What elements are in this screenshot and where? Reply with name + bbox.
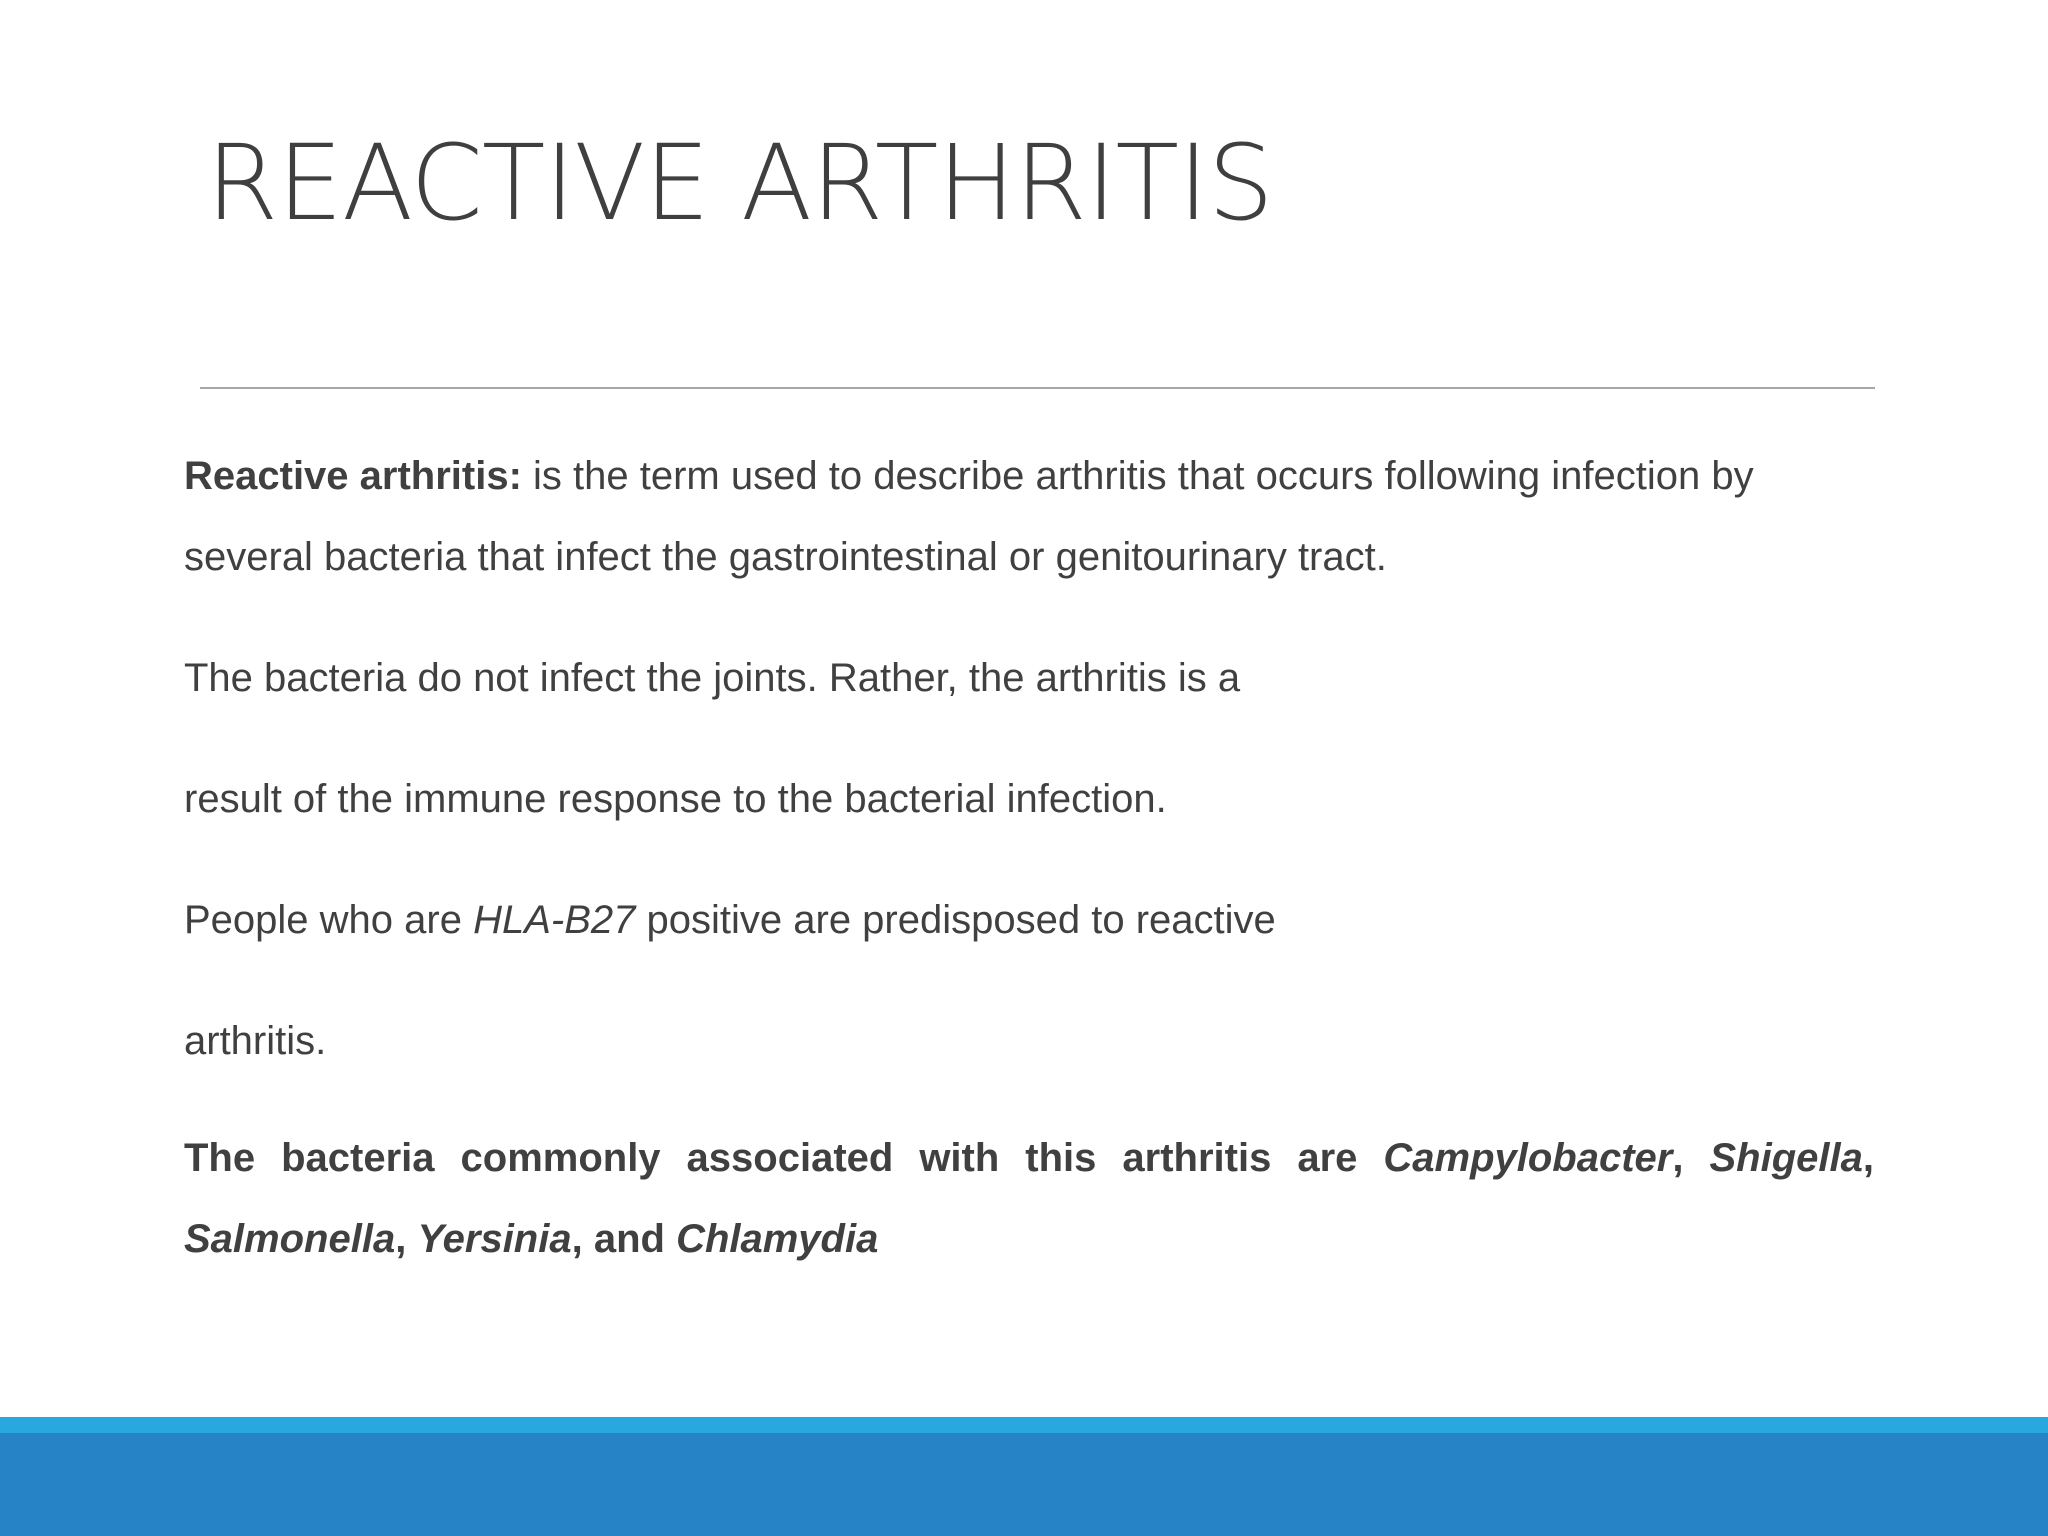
slide-title: REACTIVE ARTHRITIS: [206, 122, 1273, 244]
bacteria-yersinia: Yersinia: [417, 1217, 572, 1261]
footer-bar: [0, 1433, 2048, 1536]
bacteria-paragraph: [184, 1118, 1874, 1280]
bacteria-chlamydia: Chlamydia: [676, 1217, 879, 1261]
definition-paragraph: [184, 436, 1874, 598]
body-line-immune: result of the immune response to the bacterial infection.: [184, 777, 1167, 821]
bacteria-lead: The bacteria commonly associated with this arthritis are: [184, 1136, 1384, 1180]
bacteria-campylobacter: Campylobacter: [1383, 1136, 1673, 1180]
body-line-arthritis: arthritis.: [184, 1019, 327, 1063]
body-line-joints: The bacteria do not infect the joints. Rather, the arthritis is a: [184, 656, 1241, 700]
bacteria-sep: ,: [395, 1217, 418, 1261]
bacteria-salmonella: Salmonella: [184, 1217, 396, 1261]
bacteria-sep: ,: [1862, 1136, 1874, 1180]
slide-body: [184, 436, 1874, 1280]
title-divider: [200, 387, 1875, 389]
body-line-hla: [184, 880, 1874, 961]
hla-term: HLA-B27: [473, 898, 636, 942]
hla-pre: People who are: [184, 898, 474, 942]
definition-term: Reactive arthritis:: [184, 454, 522, 498]
bacteria-sep: , and: [571, 1217, 677, 1261]
hla-post: positive are predisposed to reactive: [635, 898, 1276, 942]
definition-text: is the term used to describe arthritis that occurs following infection by several bacteria that infect the gastrointestinal or genitourinary tract.: [184, 454, 1754, 579]
bacteria-sep: ,: [1672, 1136, 1710, 1180]
footer-accent-strip: [0, 1417, 2048, 1433]
bacteria-shigella: Shigella: [1709, 1136, 1863, 1180]
